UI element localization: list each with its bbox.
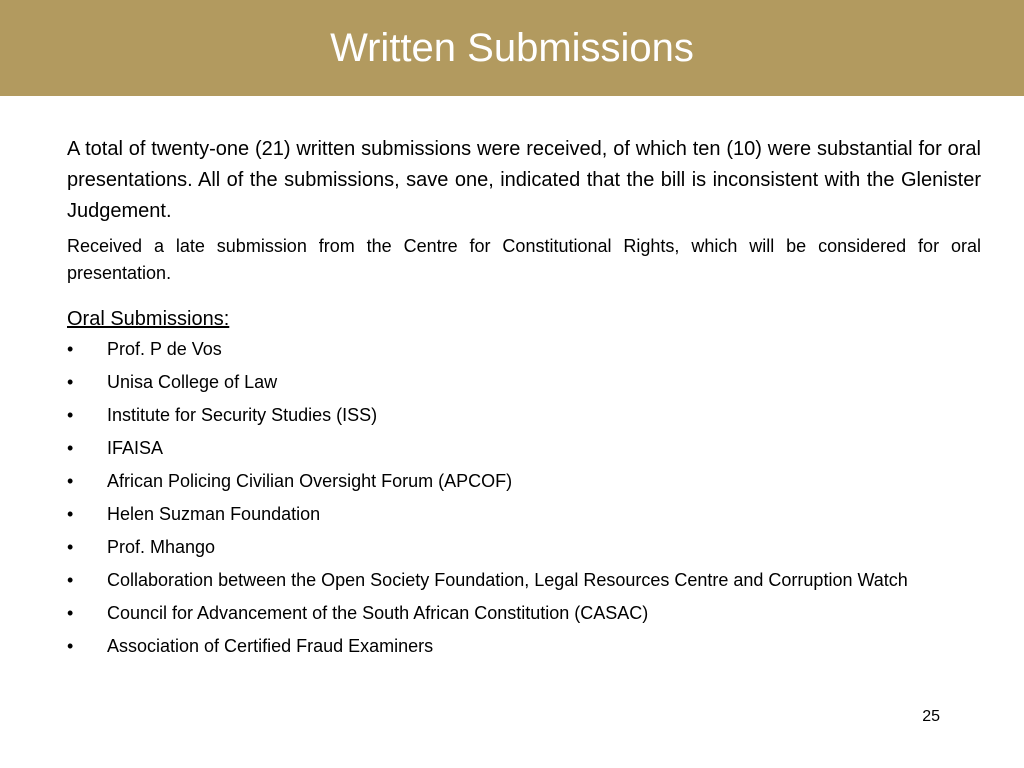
slide-content bbox=[67, 134, 981, 666]
list-item-text: African Policing Civilian Oversight Forum (APCOF) bbox=[107, 471, 513, 491]
list-item-text: IFAISA bbox=[107, 438, 164, 458]
list-item bbox=[67, 369, 981, 396]
bullet-icon: • bbox=[67, 405, 74, 425]
bullet-icon: • bbox=[67, 537, 74, 557]
list-item bbox=[67, 336, 981, 363]
list-item bbox=[67, 600, 981, 627]
bullet-icon: • bbox=[67, 504, 74, 524]
summary-paragraph: A total of twenty-one (21) written submissions were received, of which ten (10) were substantial for oral presentations. All of the submissions, save one, indicated that the bill is inconsistent with the Glenister Judgement. bbox=[67, 138, 981, 222]
bullet-icon: • bbox=[67, 570, 74, 590]
bullet-icon: • bbox=[67, 339, 74, 359]
slide-title: Written Submissions bbox=[330, 26, 694, 70]
late-submission-paragraph: Received a late submission from the Centre for Constitutional Rights, which will be considered for oral presentation. bbox=[67, 236, 981, 283]
page-number: 25 bbox=[922, 708, 940, 725]
oral-submissions-list bbox=[67, 336, 981, 660]
list-item bbox=[67, 435, 981, 462]
list-item bbox=[67, 402, 981, 429]
list-item bbox=[67, 501, 981, 528]
oral-submissions-heading: Oral Submissions: bbox=[67, 308, 230, 330]
bullet-icon: • bbox=[67, 372, 74, 392]
list-item bbox=[67, 633, 981, 660]
list-item-text: Association of Certified Fraud Examiners bbox=[107, 636, 434, 656]
bullet-icon: • bbox=[67, 471, 74, 491]
bullet-icon: • bbox=[67, 636, 74, 656]
list-item-text: Helen Suzman Foundation bbox=[107, 504, 321, 524]
list-item bbox=[67, 567, 981, 594]
list-item bbox=[67, 534, 981, 561]
list-item-text: Prof. Mhango bbox=[107, 537, 216, 557]
list-item-text: Unisa College of Law bbox=[107, 372, 278, 392]
list-item bbox=[67, 468, 981, 495]
bullet-icon: • bbox=[67, 438, 74, 458]
title-bar bbox=[0, 0, 1024, 96]
list-item-text: Council for Advancement of the South African Constitution (CASAC) bbox=[107, 603, 649, 623]
list-item-text: Collaboration between the Open Society Foundation, Legal Resources Centre and Corruption Watch bbox=[107, 570, 908, 590]
list-item-text: Institute for Security Studies (ISS) bbox=[107, 405, 378, 425]
list-item-text: Prof. P de Vos bbox=[107, 339, 222, 359]
bullet-icon: • bbox=[67, 603, 74, 623]
